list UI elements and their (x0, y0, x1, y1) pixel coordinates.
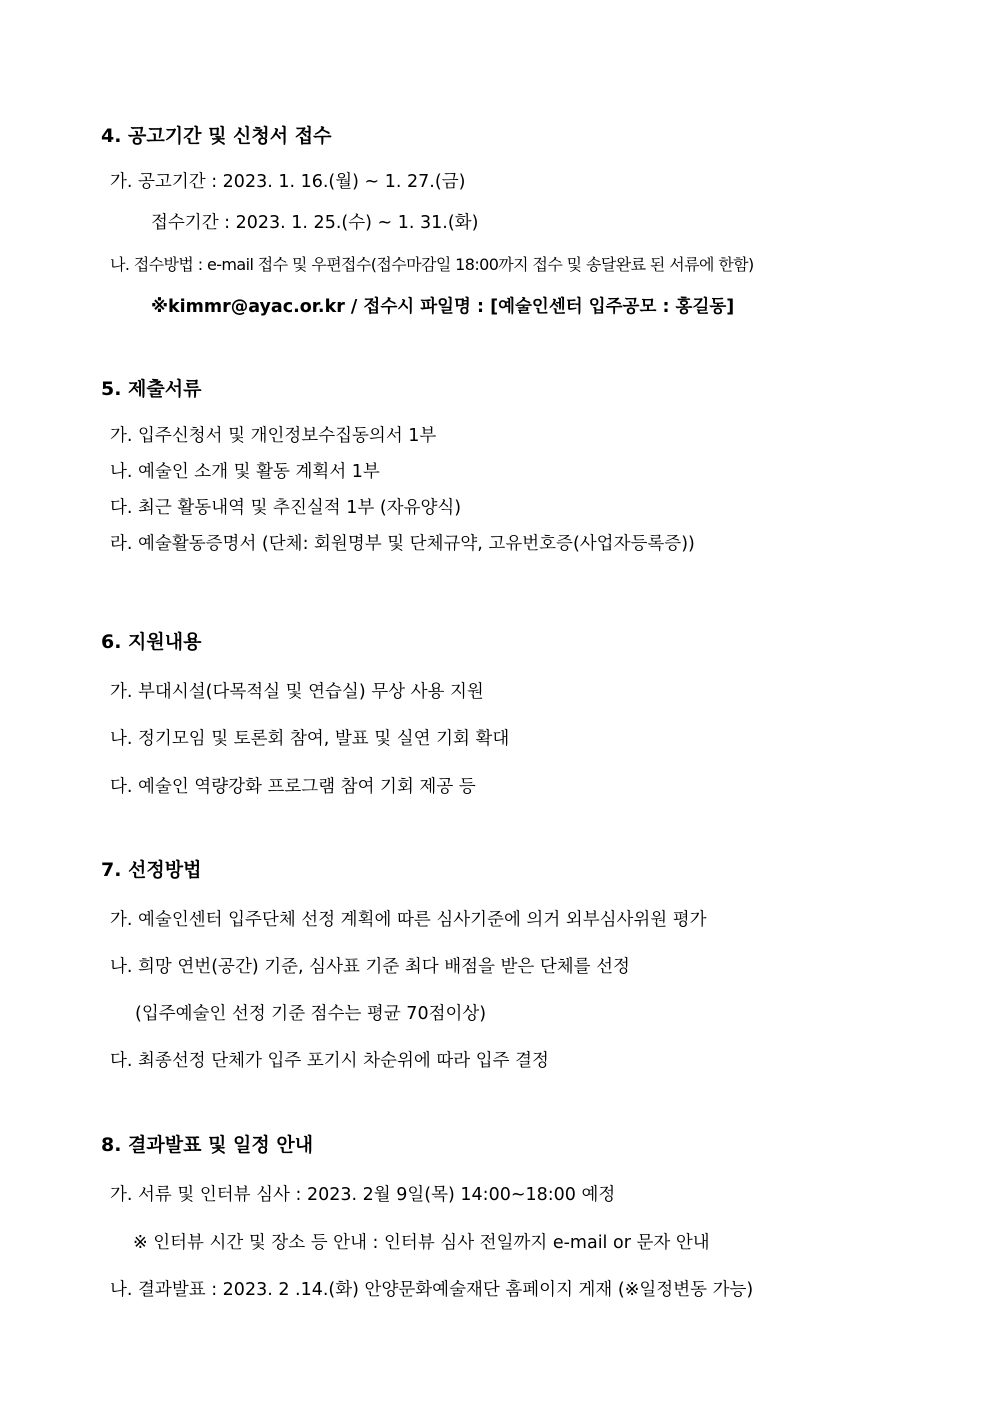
section-8-line-1: 가. 서류 및 인터뷰 심사 : 2023. 2월 9일(목) 14:00~18:00 예정 (110, 1185, 616, 1205)
section-7-line-3: (입주예술인 선정 기준 점수는 평균 70점이상) (135, 1004, 487, 1024)
section-7-line-2: 나. 희망 연번(공간) 기준, 심사표 기준 최다 배점을 받은 단체를 선정 (110, 957, 630, 977)
section-5-line-1: 가. 입주신청서 및 개인정보수집동의서 1부 (110, 426, 437, 446)
section-8-line-2: ※ 인터뷰 시간 및 장소 등 안내 : 인터뷰 심사 전일까지 e-mail or 문자 안내 (133, 1233, 710, 1253)
section-5-line-3: 다. 최근 활동내역 및 추진실적 1부 (자유양식) (110, 498, 462, 518)
section-6-heading: 6. 지원내용 (101, 631, 202, 653)
section-5-line-4: 라. 예술활동증명서 (단체: 회원명부 및 단체규약, 고유번호증(사업자등록증)) (110, 534, 695, 554)
section-4-email-note: ※kimmr@ayac.or.kr / 접수시 파일명 : [예술인센터 입주공모 : 홍길동] (151, 297, 735, 317)
section-8-line-3: 나. 결과발표 : 2023. 2 .14.(화) 안양문화예술재단 홈페이지 게재 (※일정변동 가능) (110, 1280, 754, 1300)
section-7-line-1: 가. 예술인센터 입주단체 선정 계획에 따른 심사기준에 의거 외부심사위원 평가 (110, 910, 707, 930)
section-6-line-2: 나. 정기모임 및 토론회 참여, 발표 및 실연 기회 확대 (110, 729, 510, 749)
section-5-heading: 5. 제출서류 (101, 378, 202, 400)
section-5-line-2: 나. 예술인 소개 및 활동 계획서 1부 (110, 462, 380, 482)
section-6-line-1: 가. 부대시설(다목적실 및 연습실) 무상 사용 지원 (110, 682, 484, 702)
section-4-line-1: 가. 공고기간 : 2023. 1. 16.(월) ~ 1. 27.(금) (110, 172, 466, 192)
section-6-line-3: 다. 예술인 역량강화 프로그램 참여 기회 제공 등 (110, 777, 476, 797)
section-8-heading: 8. 결과발표 및 일정 안내 (101, 1134, 314, 1156)
section-4-line-3: 나. 접수방법 : e-mail 접수 및 우편접수(접수마감일 18:00까지 접수 및 송달완료 된 서류에 한함) (110, 255, 754, 274)
section-7-heading: 7. 선정방법 (101, 859, 202, 881)
section-7-line-4: 다. 최종선정 단체가 입주 포기시 차순위에 따라 입주 결정 (110, 1051, 549, 1071)
section-4-line-2: 접수기간 : 2023. 1. 25.(수) ~ 1. 31.(화) (151, 213, 479, 233)
section-4-heading: 4. 공고기간 및 신청서 접수 (101, 125, 332, 147)
